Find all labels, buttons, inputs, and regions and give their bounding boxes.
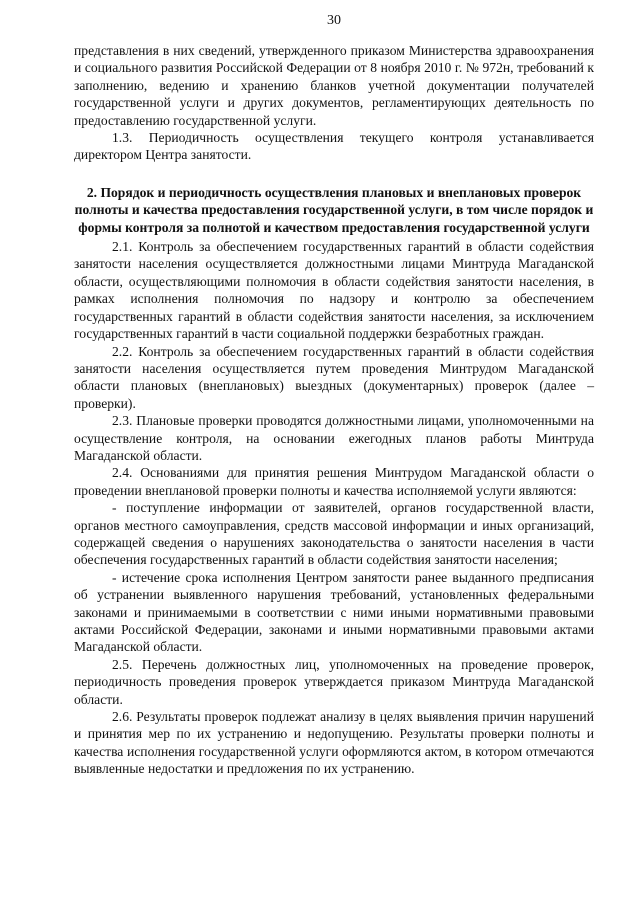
list-item-deadline-expiry: - истечение срока исполнения Центром занятости ранее выданного предписания об устранении выявленного нарушения требований, установленных федеральными законами и принимаемыми в соответствии с ними иными нормативными правовыми актами Российской Федерации, законами и иными нормативными правовыми актами Магаданской области. [74,569,594,655]
section-heading: 2. Порядок и периодичность осуществления плановых и внеплановых проверок полноты и качества предоставления государственной услуги, в том числе порядок и формы контроля за полнотой и качеством предоставления государственной услуги [74,184,594,235]
paragraph-2-2: 2.2. Контроль за обеспечением государственных гарантий в области содействия занятости населения осуществляется путем проведения Минтрудом Магаданской области плановых (внеплановых) выездных (документарных) проверок (далее – проверки). [74,343,594,411]
paragraph-2-4: 2.4. Основаниями для принятия решения Минтрудом Магаданской области о проведении внеплановой проверки полноты и качества исполняемой услуги являются: [74,465,594,498]
paragraph-2-3: 2.3. Плановые проверки проводятся должностными лицами, уполномоченными на осуществление контроля, на основании ежегодных планов работы Минтруда Магаданской области. [74,413,594,463]
list-item-information-receipt: - поступление информации от заявителей, органов государственной власти, органов местного самоуправления, средств массовой информации и иных организаций, содержащей сведения о нарушениях законодательства о занятости населения в части обеспечения государственных гарантий в области содействия занятости населения; [74,500,594,568]
paragraph-2-5: 2.5. Перечень должностных лиц, уполномоченных на проведение проверок, периодичность проведения проверок утверждается приказом Минтруда Магаданской области. [74,656,594,707]
paragraph-2-6: 2.6. Результаты проверок подлежат анализу в целях выявления причин нарушений и принятия мер по их устранению и недопущению. Результаты проверки полноты и качества исполнения государственной услуги оформляются актом, в котором отмечаются выявленные недостатки и предложения по их устранению. [74,709,594,777]
paragraph-1-3: 1.3. Периодичность осуществления текущего контроля устанавливается директором Центра занятости. [74,130,594,163]
document-page [74,12,594,778]
paragraph-2-1: 2.1. Контроль за обеспечением государственных гарантий в области содействия занятости населения осуществляется должностными лицами Минтруда Магаданской области, осуществляющими полномочия в области содействия занятости населения, в рамках исполнения полномочия по надзору и контролю за обеспечением государственных гарантий в области содействия занятости населения, за исключением государственных гарантий в части социальной поддержки безработных граждан. [74,239,594,342]
page-number: 30 [327,13,341,28]
paragraph-continuation: представления в них сведений, утвержденного приказом Министерства здравоохранения и социального развития Российской Федерации от 8 ноября 2010 г. № 972н, требований к заполнению, ведению и хранению бланков учетной документации получателей государственной услуги и других документов, регламентирующих деятельность по предоставлению государственной услуги. [74,43,594,128]
